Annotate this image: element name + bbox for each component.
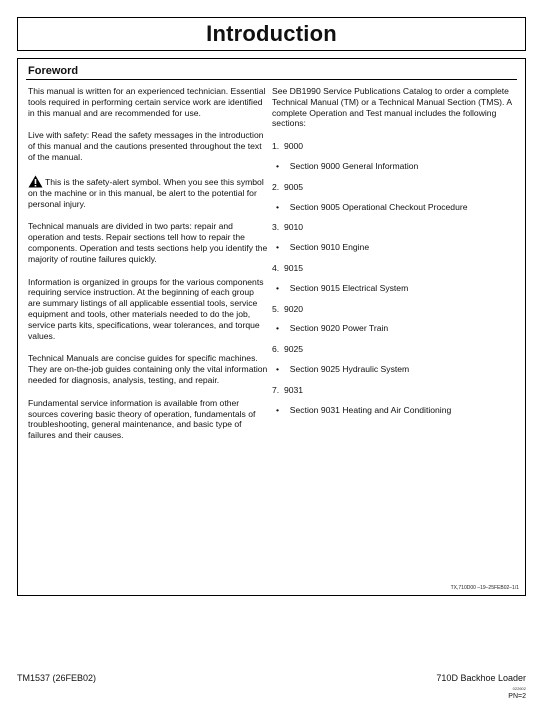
section-description: Section 9010 Engine bbox=[289, 242, 370, 253]
list-item bbox=[272, 304, 512, 335]
content-frame bbox=[17, 58, 526, 596]
date-code: 022602 bbox=[512, 686, 526, 691]
paragraph-fundamentals: Fundamental service information is available from other sources covering basic theory of operation, fundamentals of troubleshooting, general maintenance, and basic type of failures and their causes. bbox=[28, 397, 256, 441]
section-heading: Foreword bbox=[28, 65, 79, 77]
safety-alert-paragraph bbox=[28, 175, 268, 210]
list-number-line bbox=[272, 222, 512, 233]
list-number: 6. bbox=[272, 344, 280, 355]
paragraph-tools: This manual is written for an experienced technician. Essential tools required in performing certain service work are identified in this manual and are recommended for use. bbox=[28, 86, 266, 118]
list-item bbox=[272, 182, 512, 213]
bullet-icon: • bbox=[276, 242, 280, 253]
list-number-line bbox=[272, 304, 512, 315]
safety-alert-text: This is the safety-alert symbol. When you see this symbol on the machine or in this manual, be alert to the potential for personal injury. bbox=[28, 176, 264, 209]
list-item bbox=[272, 344, 512, 375]
machine-name: 710D Backhoe Loader bbox=[436, 673, 526, 683]
bullet-line bbox=[272, 242, 512, 253]
list-item bbox=[272, 385, 512, 416]
list-number-line bbox=[272, 263, 512, 274]
list-number-line bbox=[272, 344, 512, 355]
list-number: 4. bbox=[272, 262, 280, 273]
manual-id: TM1537 (26FEB02) bbox=[17, 673, 97, 683]
bullet-icon: • bbox=[276, 363, 280, 374]
catalog-intro: See DB1990 Service Publications Catalog to order a complete Technical Manual (TM) or a Technical Manual Section (TMS). A complete Operation and Test manual includes the following sections: bbox=[272, 86, 512, 129]
list-code: 9010 bbox=[283, 222, 304, 233]
list-code: 9031 bbox=[283, 384, 304, 395]
bullet-icon: • bbox=[276, 160, 280, 171]
section-description: Section 9015 Electrical System bbox=[289, 282, 409, 293]
bullet-icon: • bbox=[276, 201, 280, 212]
list-number-line bbox=[272, 182, 512, 193]
bullet-icon: • bbox=[276, 323, 280, 334]
bullet-line bbox=[272, 364, 512, 375]
list-number: 5. bbox=[272, 303, 280, 314]
list-number-line bbox=[272, 141, 512, 152]
bullet-icon: • bbox=[276, 404, 280, 415]
left-column bbox=[28, 86, 268, 453]
reference-code: TX,710D00 –19–25FEB02–1/1 bbox=[450, 585, 519, 591]
bullet-icon: • bbox=[276, 282, 280, 293]
heading-divider bbox=[26, 79, 517, 80]
section-description: Section 9020 Power Train bbox=[289, 323, 389, 334]
list-code: 9020 bbox=[283, 303, 304, 314]
list-code: 9005 bbox=[283, 181, 304, 192]
section-description: Section 9031 Heating and Air Conditioning bbox=[289, 404, 452, 415]
list-code: 9000 bbox=[283, 141, 304, 152]
list-number: 7. bbox=[272, 384, 280, 395]
list-number: 1. bbox=[272, 141, 280, 152]
right-column bbox=[272, 86, 512, 425]
section-description: Section 9025 Hydraulic System bbox=[289, 363, 410, 374]
bullet-line bbox=[272, 202, 512, 213]
section-description: Section 9000 General Information bbox=[289, 160, 419, 171]
page-number: PN=2 bbox=[508, 693, 526, 700]
list-item bbox=[272, 263, 512, 294]
section-description: Section 9005 Operational Checkout Procedure bbox=[289, 201, 468, 212]
paragraph-concise-guides: Technical Manuals are concise guides for specific machines. They are on-the-job guides containing only the vital information needed for diagnosis, analysis, testing, and repair. bbox=[28, 353, 268, 385]
bullet-line bbox=[272, 405, 512, 416]
paragraph-organization: Information is organized in groups for the various components requiring service instruction. At the beginning of each group are summary listings of all applicable essential tools, service equipment and tools, other materials needed to do the job, service parts kits, specifications, wear tolerances, and torque values. bbox=[28, 276, 264, 341]
safety-alert-icon bbox=[28, 175, 43, 188]
list-number-line bbox=[272, 385, 512, 396]
list-item bbox=[272, 141, 512, 172]
title-box bbox=[17, 17, 526, 51]
list-code: 9025 bbox=[283, 344, 304, 355]
bullet-line bbox=[272, 323, 512, 334]
list-item bbox=[272, 222, 512, 253]
page-title: Introduction bbox=[206, 21, 337, 46]
list-number: 3. bbox=[272, 222, 280, 233]
list-code: 9015 bbox=[283, 262, 304, 273]
bullet-line bbox=[272, 283, 512, 294]
paragraph-safety: Live with safety: Read the safety messages in the introduction of this manual and the cautions presented throughout the text of the manual. bbox=[28, 130, 264, 162]
bullet-line bbox=[272, 161, 512, 172]
paragraph-manual-parts: Technical manuals are divided in two parts: repair and operation and tests. Repair sections tell how to repair the components. Operation and tests sections help you identify the majority of routine failures quickly. bbox=[28, 221, 268, 264]
list-number: 2. bbox=[272, 181, 280, 192]
